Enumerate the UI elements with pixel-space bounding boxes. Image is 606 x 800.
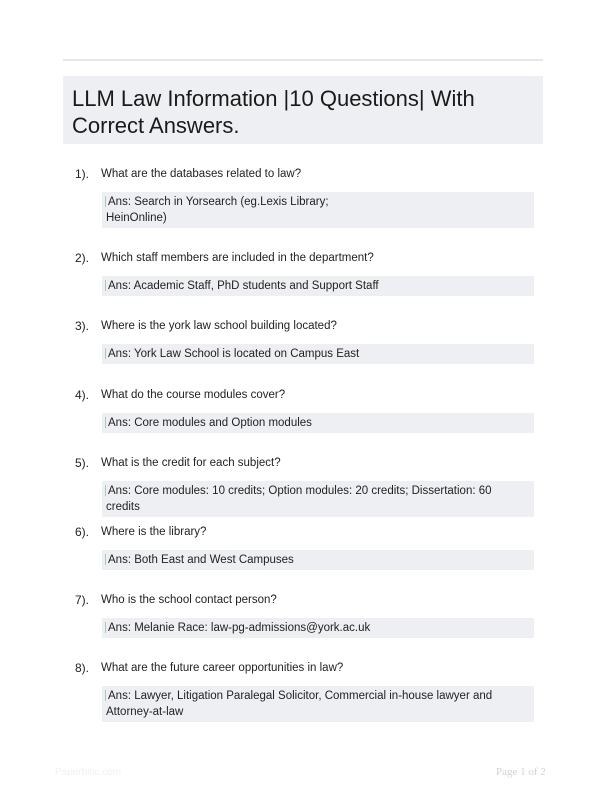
question-text: Which staff members are included in the department?	[101, 252, 374, 264]
question-text: What do the course modules cover?	[101, 389, 286, 401]
qa-item-7	[63, 592, 543, 638]
question-text: Where is the library?	[101, 526, 207, 538]
answer-box	[102, 686, 534, 722]
question-number: 3).	[75, 319, 90, 333]
qa-item-4	[63, 387, 543, 433]
qa-item-8	[63, 660, 543, 722]
question-text: Where is the york law school building located?	[101, 320, 337, 332]
answer-text: Ans: Lawyer, Litigation Paralegal Solicitor, Commercial in-house lawyer and Attorney-at-law	[106, 690, 493, 718]
qa-item-6	[63, 524, 543, 570]
answer-text: Ans: York Law School is located on Campus East	[108, 348, 360, 360]
answer-box	[102, 192, 534, 228]
answer-text: Ans: Both East and West Campuses	[108, 554, 294, 566]
question-text: What are the databases related to law?	[101, 168, 302, 180]
footer-watermark: Paperbitic.com	[55, 767, 122, 778]
answer-text: Ans: Core modules and Option modules	[108, 417, 312, 429]
answer-box	[102, 276, 534, 296]
answer-box	[102, 618, 534, 638]
page-indicator: Page 1 of 2	[496, 766, 546, 778]
question-number: 8).	[75, 661, 90, 675]
question-text: What are the future career opportunities in law?	[101, 662, 344, 674]
title-line-1: LLM Law Information |10 Questions| With	[72, 86, 475, 111]
top-divider	[63, 59, 543, 61]
answer-text: Ans: Melanie Race: law-pg-admissions@york.ac.uk	[108, 622, 371, 634]
title-line-2: Correct Answers.	[72, 113, 240, 138]
title-box	[63, 76, 543, 144]
qa-item-1	[63, 166, 543, 228]
answer-text: Ans: Core modules: 10 credits; Option modules: 20 credits; Dissertation: 60 credits	[106, 485, 492, 513]
question-number: 5).	[75, 456, 90, 470]
question-number: 4).	[75, 388, 90, 402]
answer-text: Ans: Search in Yorsearch (eg.Lexis Library; HeinOnline)	[106, 196, 329, 224]
answer-box	[102, 550, 534, 570]
qa-item-5	[63, 455, 543, 517]
question-number: 7).	[75, 593, 90, 607]
question-text: Who is the school contact person?	[101, 594, 277, 606]
question-number: 2).	[75, 251, 90, 265]
qa-item-2	[63, 250, 543, 296]
question-number: 6).	[75, 525, 90, 539]
question-number: 1).	[75, 167, 90, 181]
page-title	[72, 85, 534, 139]
answer-box	[102, 344, 534, 364]
question-text: What is the credit for each subject?	[101, 457, 281, 469]
answer-box	[102, 413, 534, 433]
answer-box	[102, 481, 534, 517]
answer-text: Ans: Academic Staff, PhD students and Support Staff	[108, 280, 379, 292]
qa-item-3	[63, 318, 543, 364]
